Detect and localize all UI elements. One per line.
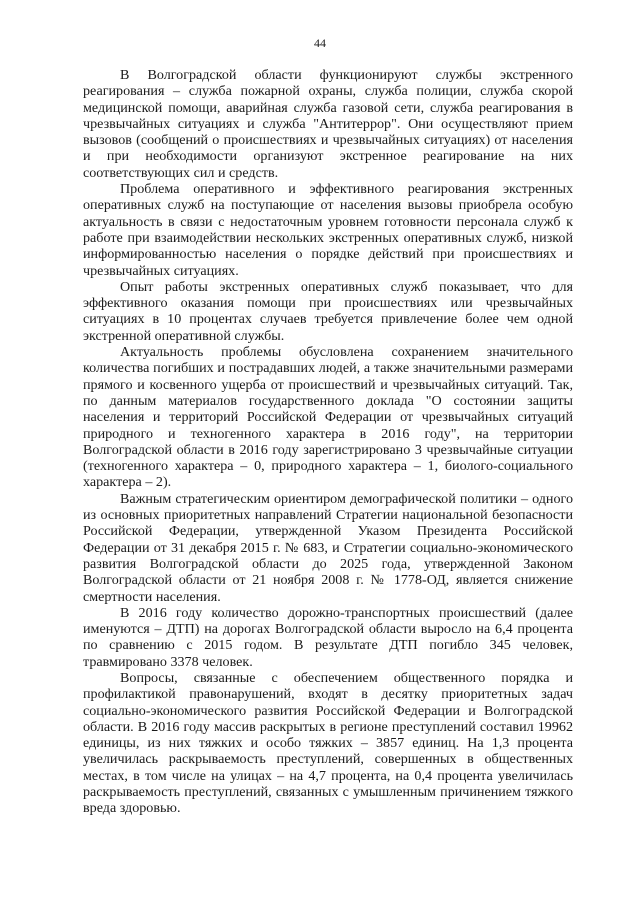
paragraph: Проблема оперативного и эффективного реагирования экстренных оперативных служб на поступающие от населения вызовы приобрела особую актуальность в связи с недостаточным уровнем готовности персонала служб к работе при взаимодействии нескольких экстренных оперативных служб, низкой информированностью населения о порядке действий при происшествиях и чрезвычайных ситуациях. bbox=[83, 181, 573, 279]
paragraph: В 2016 году количество дорожно-транспортных происшествий (далее именуются – ДТП) на дорогах Волгоградской области выросло на 6,4 процента по сравнению с 2015 годом. В результате ДТП погибло 345 человек, травмировано 3378 человек. bbox=[83, 604, 573, 670]
page-number: 44 bbox=[314, 36, 326, 50]
paragraph: Вопросы, связанные с обеспечением общественного порядка и профилактикой правонарушений, входят в десятку приоритетных задач социально-экономического развития Российской Федерации и Волгоградской области. В 2016 году массив раскрытых в регионе преступлений составил 19962 единицы, из них тяжких и особо тяжких – 3857 единиц. На 1,3 процента увеличилась раскрываемость преступлений, совершенных в общественных местах, в том числе на улицах – на 4,7 процента, на 0,4 процента увеличилась раскрываемость преступлений, связанных с умышленным причинением тяжкого вреда здоровью. bbox=[83, 669, 573, 817]
document-body bbox=[83, 67, 573, 817]
paragraph: Важным стратегическим ориентиром демографической политики – одного из основных приоритетных направлений Стратегии национальной безопасности Российской Федерации, утвержденной Указом Президента Российской Федерации от 31 декабря 2015 г. № 683, и Стратегии социально-экономического развития Волгоградской области до 2025 года, утвержденной Законом Волгоградской области от 21 ноября 2008 г. № 1778-ОД, является снижение смертности населения. bbox=[83, 490, 573, 605]
paragraph: В Волгоградской области функционируют службы экстренного реагирования – служба пожарной охраны, служба полиции, служба скорой медицинской помощи, аварийная служба газовой сети, служба реагирования в чрезвычайных ситуациях и служба "Антитеррор". Они осуществляют прием вызовов (сообщений о происшествиях и чрезвычайных ситуациях) от населения и при необходимости организуют экстренное реагирование на них соответствующих сил и средств. bbox=[83, 67, 573, 181]
paragraph: Опыт работы экстренных оперативных служб показывает, что для эффективного оказания помощи при происшествиях или чрезвычайных ситуациях в 10 процентах случаев требуется привлечение более чем одной экстренной оперативной службы. bbox=[83, 278, 573, 344]
paragraph: Актуальность проблемы обусловлена сохранением значительного количества погибших и пострадавших людей, а также значительными размерами прямого и косвенного ущерба от происшествий и чрезвычайных ситуаций. Так, по данным материалов государственного доклада "О состоянии защиты населения и территорий Российской Федерации от чрезвычайных ситуаций природного и техногенного характера в 2016 году", на территории Волгоградской области в 2016 году зарегистрировано 3 чрезвычайные ситуации (техногенного характера – 0, природного характера – 1, биолого-социального характера – 2). bbox=[83, 344, 573, 491]
